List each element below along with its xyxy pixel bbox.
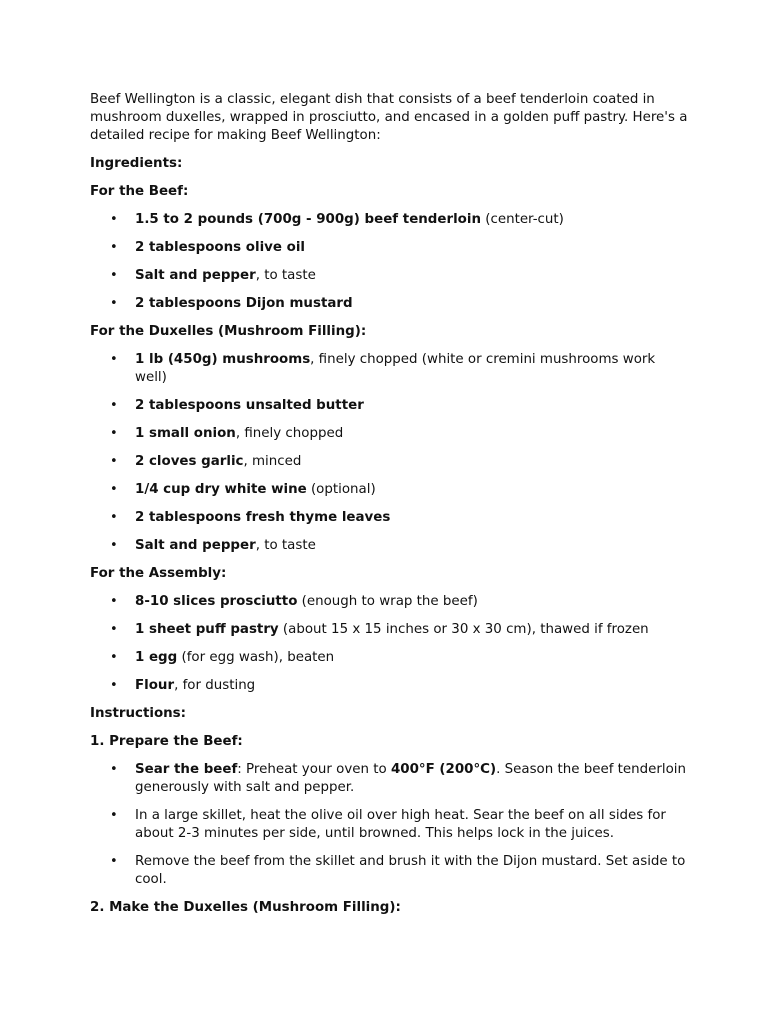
ingredient-name: 1 small onion — [135, 426, 236, 441]
step-text: : Preheat your oven to — [237, 762, 391, 777]
list-item — [90, 425, 690, 443]
duxelles-ingredient-list — [90, 351, 690, 555]
list-item — [90, 537, 690, 555]
ingredient-note: , finely chopped (white or cremini mushrooms work well) — [135, 352, 656, 385]
list-item — [90, 211, 690, 229]
ingredient-name: 1/4 cup dry white wine — [135, 482, 307, 497]
bullet: • — [110, 650, 118, 665]
bullet: • — [110, 454, 118, 469]
ingredient-note: , minced — [243, 454, 302, 469]
ingredient-name: 1 egg — [135, 650, 178, 665]
ingredient-name: 2 tablespoons olive oil — [135, 240, 306, 255]
intro-paragraph: Beef Wellington is a classic, elegant dish that consists of a beef tenderloin coated in mushroom duxelles, wrapped in prosciutto, and encased in a golden puff pastry. Here's a detailed recipe for making Beef Wellington: — [90, 92, 688, 143]
bullet: • — [110, 762, 118, 777]
instructions-heading: Instructions: — [90, 706, 187, 721]
recipe-document — [90, 91, 690, 927]
ingredient-name: 2 cloves garlic — [135, 454, 244, 469]
list-item — [90, 397, 690, 415]
duxelles-heading: For the Duxelles (Mushroom Filling): — [90, 324, 367, 339]
ingredient-note: , to taste — [255, 538, 316, 553]
bullet: • — [110, 398, 118, 413]
step-text: In a large skillet, heat the olive oil over high heat. Sear the beef on all sides for about 2-3 minutes per side, until browned. This helps lock in the juices. — [135, 808, 666, 841]
bullet: • — [110, 482, 118, 497]
ingredient-name: 1.5 to 2 pounds (700g - 900g) beef tenderloin — [135, 212, 481, 227]
bullet: • — [110, 510, 118, 525]
bullet: • — [110, 240, 118, 255]
bullet: • — [110, 212, 118, 227]
ingredient-name: 2 tablespoons fresh thyme leaves — [135, 510, 391, 525]
beef-heading: For the Beef: — [90, 184, 189, 199]
list-item — [90, 807, 690, 843]
list-item — [90, 239, 690, 257]
ingredient-name: Flour — [135, 678, 175, 693]
list-item — [90, 593, 690, 611]
ingredient-note: , finely chopped — [235, 426, 344, 441]
bullet: • — [110, 296, 118, 311]
bullet: • — [110, 352, 118, 367]
ingredient-note: (optional) — [306, 482, 376, 497]
ingredient-name: 2 tablespoons Dijon mustard — [135, 296, 353, 311]
list-item — [90, 351, 690, 387]
step-text: . Season the beef tenderloin generously with salt and pepper. — [135, 762, 687, 795]
list-item — [90, 649, 690, 667]
bullet: • — [110, 268, 118, 283]
ingredient-note: (about 15 x 15 inches or 30 x 30 cm), thawed if frozen — [278, 622, 649, 637]
ingredient-name: 1 lb (450g) mushrooms — [135, 352, 311, 367]
list-item — [90, 267, 690, 285]
list-item — [90, 853, 690, 889]
beef-ingredient-list — [90, 211, 690, 313]
ingredient-note: (for egg wash), beaten — [177, 650, 335, 665]
bullet: • — [110, 808, 118, 823]
bullet: • — [110, 678, 118, 693]
ingredient-name: Salt and pepper — [135, 538, 256, 553]
bullet: • — [110, 538, 118, 553]
ingredient-name: 2 tablespoons unsalted butter — [135, 398, 364, 413]
list-item — [90, 677, 690, 695]
ingredient-name: Salt and pepper — [135, 268, 256, 283]
ingredient-name: 8-10 slices prosciutto — [135, 594, 298, 609]
step1-heading: 1. Prepare the Beef: — [90, 734, 243, 749]
bullet: • — [110, 594, 118, 609]
ingredient-name: 1 sheet puff pastry — [135, 622, 279, 637]
ingredient-note: , for dusting — [174, 678, 256, 693]
list-item — [90, 481, 690, 499]
list-item — [90, 761, 690, 797]
oven-temperature: 400°F (200°C) — [390, 762, 497, 777]
list-item — [90, 621, 690, 639]
list-item — [90, 453, 690, 471]
step-label: Sear the beef — [135, 762, 238, 777]
step2-heading: 2. Make the Duxelles (Mushroom Filling): — [90, 900, 401, 915]
ingredient-note: (center-cut) — [481, 212, 564, 227]
bullet: • — [110, 854, 118, 869]
ingredient-note: (enough to wrap the beef) — [297, 594, 478, 609]
ingredients-heading: Ingredients: — [90, 156, 183, 171]
step1-list — [90, 761, 690, 889]
bullet: • — [110, 426, 118, 441]
bullet: • — [110, 622, 118, 637]
step-text: Remove the beef from the skillet and brush it with the Dijon mustard. Set aside to cool. — [135, 854, 686, 887]
assembly-heading: For the Assembly: — [90, 566, 227, 581]
list-item — [90, 509, 690, 527]
assembly-ingredient-list — [90, 593, 690, 695]
ingredient-note: , to taste — [255, 268, 316, 283]
list-item — [90, 295, 690, 313]
